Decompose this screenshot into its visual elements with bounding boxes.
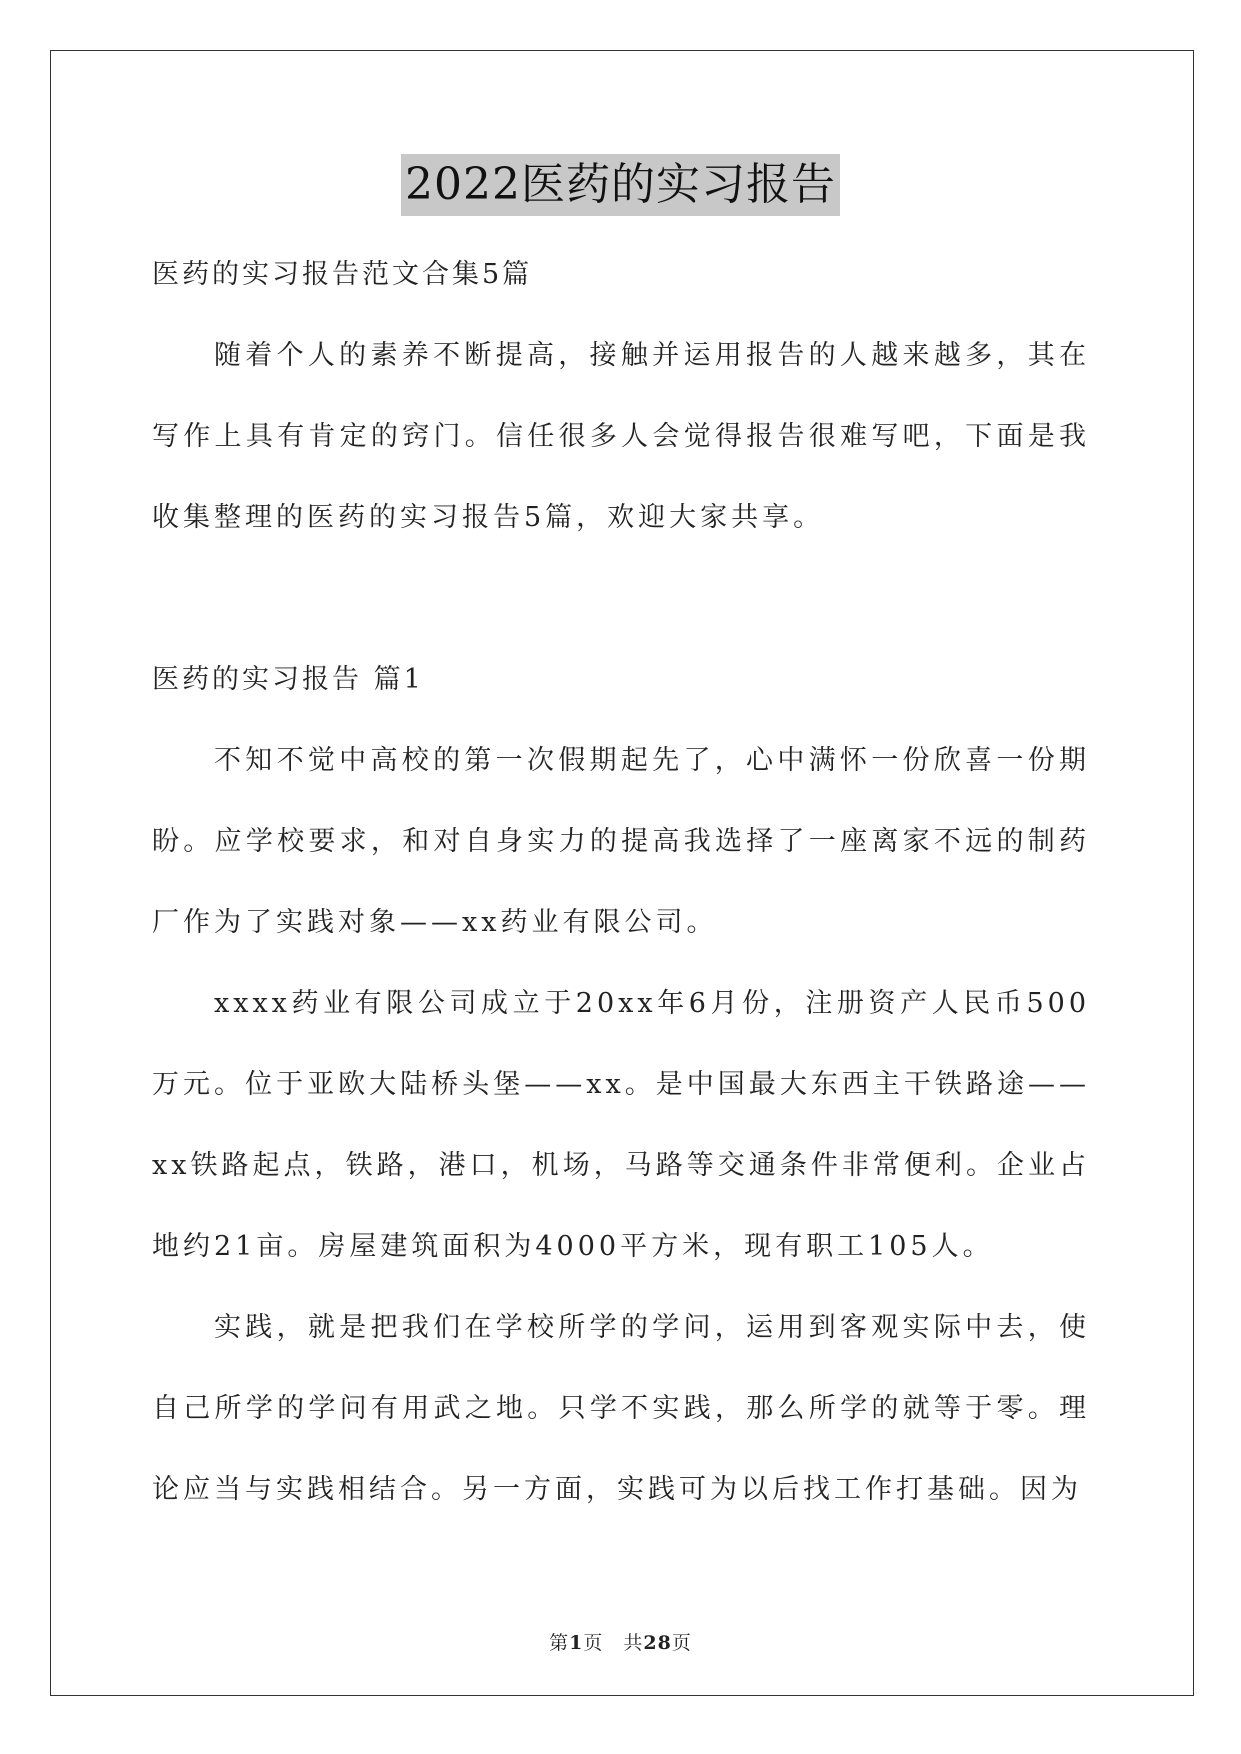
document-body bbox=[152, 234, 1090, 1530]
footer-page-number: 1 bbox=[569, 1632, 584, 1654]
section-heading: 医药的实习报告 篇1 bbox=[152, 664, 424, 695]
title-container bbox=[0, 154, 1241, 216]
section-spacer bbox=[152, 558, 1090, 639]
footer-suffix: 页 bbox=[671, 1632, 692, 1654]
body-paragraph: xxxx药业有限公司成立于20xx年6月份，注册资产人民币500万元。位于亚欧大陆桥头堡——xx。是中国最大东西主干铁路途——xx铁路起点，铁路，港口，机场，马路等交通条件非常便利。企业占地约21亩。房屋建筑面积为4000平方米，现有职工105人。 bbox=[152, 988, 1090, 1262]
body-paragraph: 不知不觉中高校的第一次假期起先了，心中满怀一份欣喜一份期盼。应学校要求，和对自身实力的提高我选择了一座离家不远的制药厂作为了实践对象——xx药业有限公司。 bbox=[152, 745, 1090, 938]
intro-paragraph: 随着个人的素养不断提高，接触并运用报告的人越来越多，其在写作上具有肯定的窍门。信任很多人会觉得报告很难写吧，下面是我收集整理的医药的实习报告5篇，欢迎大家共享。 bbox=[152, 340, 1090, 533]
footer-prefix: 第 bbox=[549, 1632, 570, 1654]
subtitle: 医药的实习报告范文合集5篇 bbox=[152, 259, 533, 290]
footer-total-pages: 28 bbox=[643, 1632, 672, 1654]
document-title: 2022医药的实习报告 bbox=[401, 154, 840, 216]
body-paragraph: 实践，就是把我们在学校所学的学问，运用到客观实际中去，使自己所学的学问有用武之地。只学不实践，那么所学的就等于零。理论应当与实践相结合。另一方面，实践可为以后找工作打基础。因为 bbox=[152, 1312, 1090, 1505]
page-footer bbox=[0, 1628, 1241, 1655]
footer-mid: 页 共 bbox=[583, 1632, 644, 1654]
